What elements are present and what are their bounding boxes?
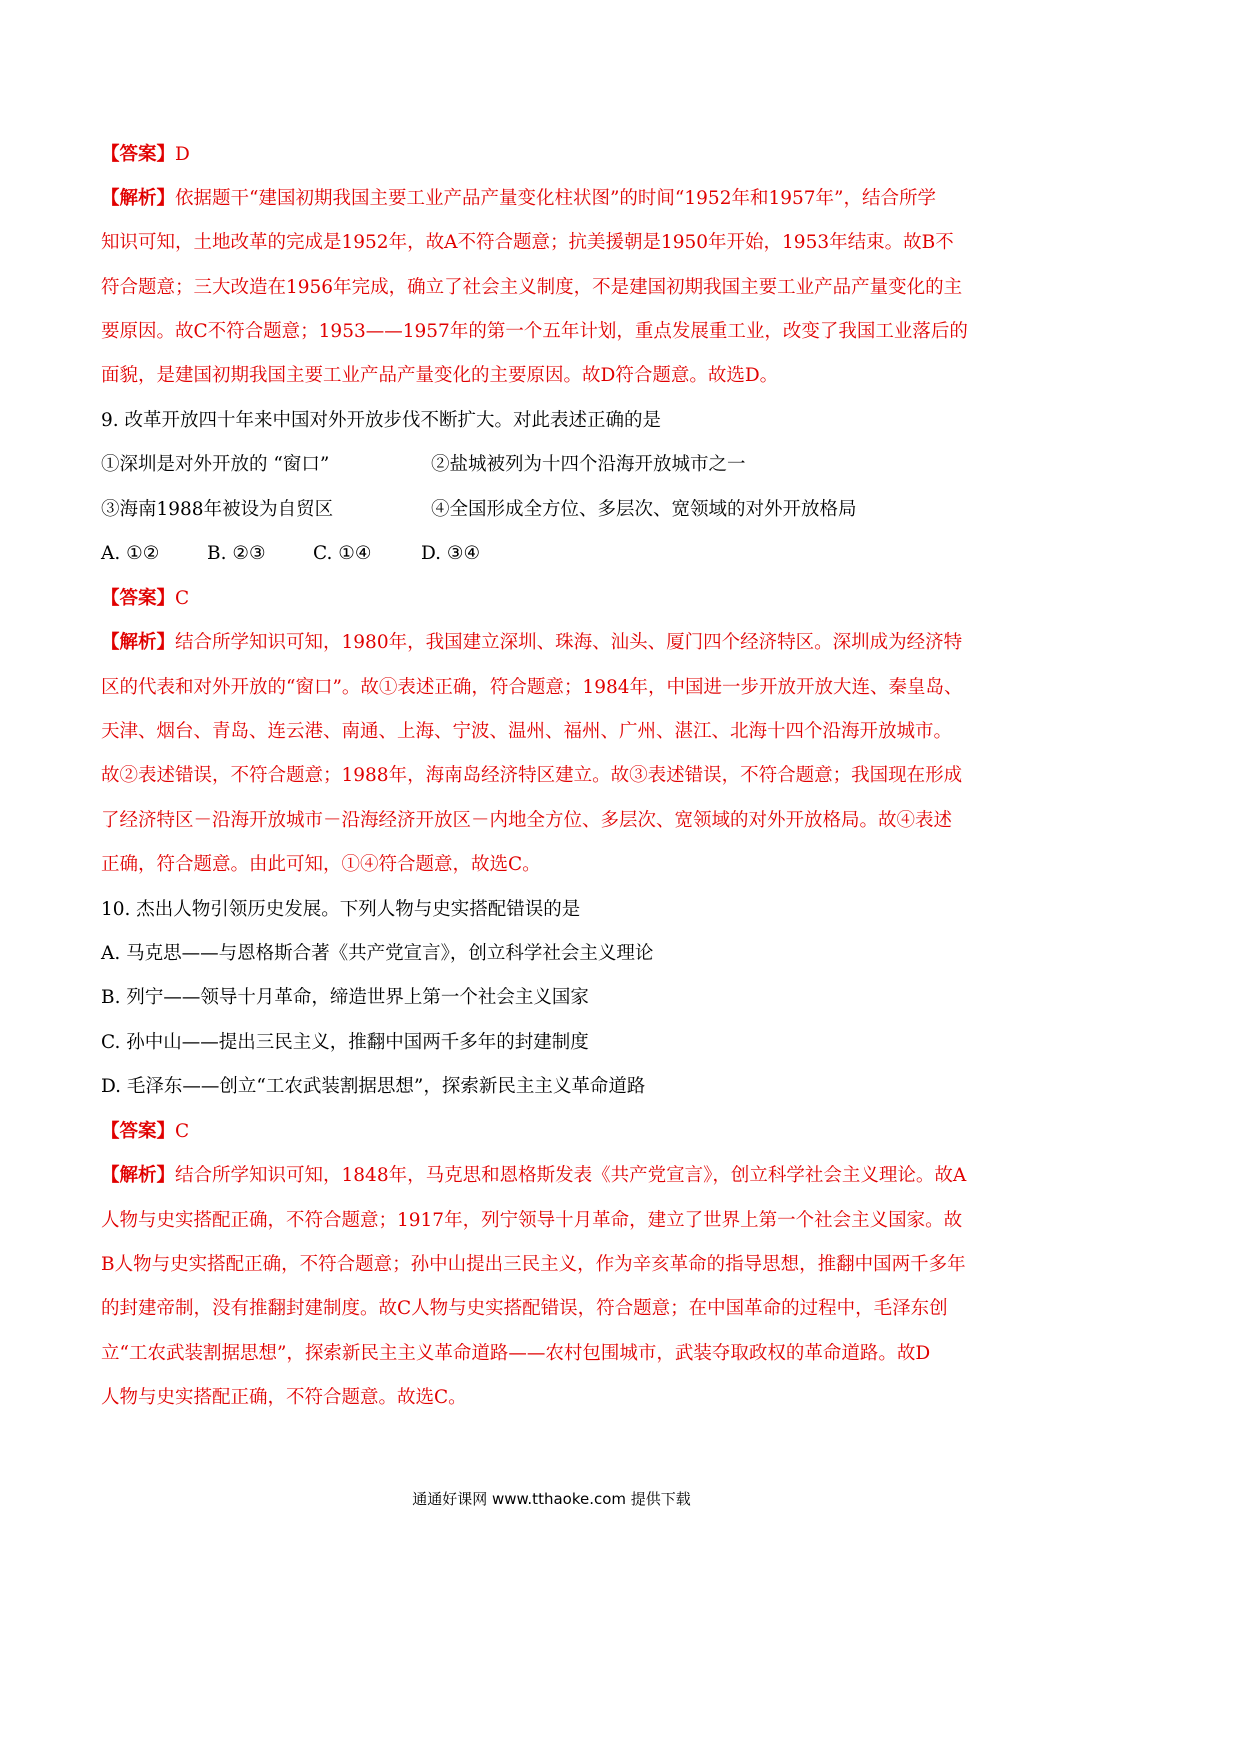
q10-analysis-line: 立“工农武装割据思想”，探索新民主主义革命道路——农村包围城市，武装夺取政权的革命道路。故D [101, 1343, 931, 1364]
q10-option-a: A. 马克思——与恩格斯合著《共产党宣言》，创立科学社会主义理论 [101, 943, 654, 964]
q8-analysis-line [101, 187, 1021, 211]
q9-analysis-line: 天津、烟台、青岛、连云港、南通、上海、宁波、温州、福州、广州、湛江、北海十四个沿海开放城市。 [101, 721, 953, 742]
q10-option-d: D. 毛泽东——创立“工农武装割据思想”，探索新民主主义革命道路 [101, 1076, 646, 1097]
answer-value: C [175, 1121, 190, 1142]
q9-choice-c: C. ①④ [313, 543, 372, 564]
q10-stem: 10. 杰出人物引领历史发展。下列人物与史实搭配错误的是 [101, 899, 581, 920]
analysis-label: 【解析】 [101, 188, 176, 209]
q8-analysis-line: 知识可知，土地改革的完成是1952年，故A不符合题意；抗美援朝是1950年开始，1953年结束。故B不 [101, 232, 954, 253]
q10-option-b: B. 列宁——领导十月革命，缔造世界上第一个社会主义国家 [101, 987, 589, 1008]
q10-analysis-line: 人物与史实搭配正确，不符合题意；1917年，列宁领导十月革命，建立了世界上第一个社会主义国家。故 [101, 1210, 963, 1231]
q9-option-1: ①深圳是对外开放的 “窗口” [101, 454, 330, 475]
q9-analysis-line: 正确，符合题意。由此可知，①④符合题意，故选C。 [101, 854, 541, 875]
q9-answer [101, 587, 1021, 611]
analysis-label: 【解析】 [101, 1165, 176, 1186]
q9-choice-a: A. ①② [101, 543, 160, 564]
q9-analysis-line: 故②表述错误，不符合题意；1988年，海南岛经济特区建立。故③表述错误，不符合题意；我国现在形成 [101, 765, 963, 786]
q8-answer [101, 143, 1021, 167]
analysis-text: 依据题干“建国初期我国主要工业产品产量变化柱状图”的时间“1952年和1957年”，结合所学 [175, 188, 937, 209]
page-footer: 通通好课网 www.tthaoke.com 提供下载 [412, 1490, 691, 1508]
answer-label: 【答案】 [101, 1121, 176, 1142]
q9-choice-d: D. ③④ [421, 543, 481, 564]
q10-answer [101, 1120, 1021, 1144]
analysis-text: 结合所学知识可知，1848年，马克思和恩格斯发表《共产党宣言》，创立科学社会主义理论。故A [175, 1165, 967, 1186]
q9-stem: 9. 改革开放四十年来中国对外开放步伐不断扩大。对此表述正确的是 [101, 410, 662, 431]
q9-option-3: ③海南1988年被设为自贸区 [101, 499, 334, 520]
q9-analysis-line: 了经济特区－沿海开放城市－沿海经济开放区－内地全方位、多层次、宽领域的对外开放格局。故④表述 [101, 810, 953, 831]
answer-value: C [175, 588, 190, 609]
q9-choice-b: B. ②③ [207, 543, 266, 564]
q8-analysis-line: 符合题意；三大改造在1956年完成，确立了社会主义制度，不是建国初期我国主要工业产品产量变化的主 [101, 277, 963, 298]
analysis-label: 【解析】 [101, 632, 176, 653]
q9-option-4: ④全国形成全方位、多层次、宽领域的对外开放格局 [431, 499, 857, 520]
q9-analysis-line: 区的代表和对外开放的“窗口”。故①表述正确，符合题意；1984年，中国进一步开放开放大连、秦皇岛、 [101, 677, 963, 698]
q10-analysis-line: 人物与史实搭配正确，不符合题意。故选C。 [101, 1387, 467, 1408]
q10-analysis-line [101, 1164, 1021, 1188]
analysis-text: 结合所学知识可知，1980年，我国建立深圳、珠海、汕头、厦门四个经济特区。深圳成为经济特 [175, 632, 963, 653]
q10-analysis-line: 的封建帝制，没有推翻封建制度。故C人物与史实搭配错误，符合题意；在中国革命的过程中，毛泽东创 [101, 1298, 948, 1319]
answer-label: 【答案】 [101, 588, 176, 609]
q10-analysis-line: B人物与史实搭配正确，不符合题意；孙中山提出三民主义，作为辛亥革命的指导思想，推翻中国两千多年 [101, 1254, 966, 1275]
answer-label: 【答案】 [101, 144, 176, 165]
q9-analysis-line [101, 631, 1021, 655]
q10-option-c: C. 孙中山——提出三民主义，推翻中国两千多年的封建制度 [101, 1032, 589, 1053]
q8-analysis-line: 面貌，是建国初期我国主要工业产品产量变化的主要原因。故D符合题意。故选D。 [101, 365, 779, 386]
q8-analysis-line: 要原因。故C不符合题意；1953——1957年的第一个五年计划，重点发展重工业，改变了我国工业落后的 [101, 321, 968, 342]
answer-value: D [175, 144, 190, 165]
q9-option-2: ②盐城被列为十四个沿海开放城市之一 [431, 454, 746, 475]
